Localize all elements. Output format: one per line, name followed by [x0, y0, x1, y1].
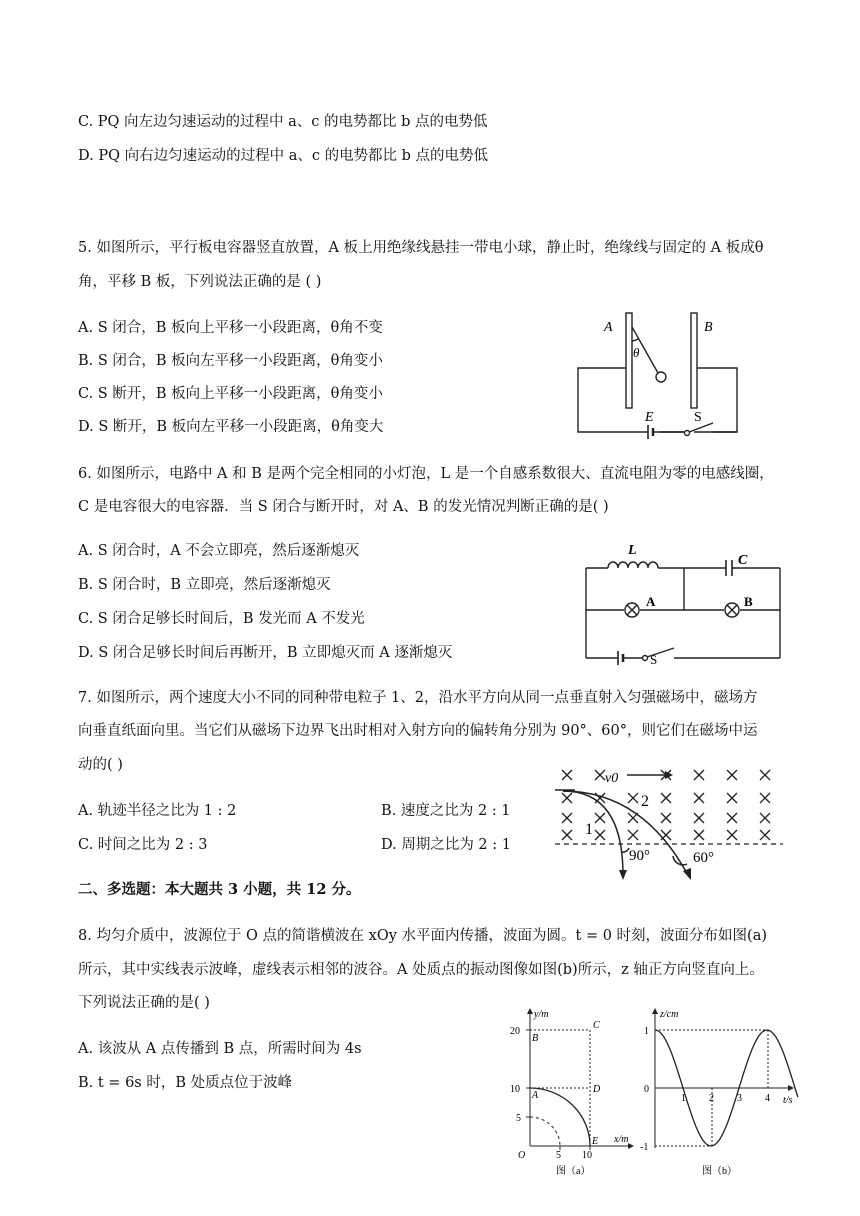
point-e: E — [592, 1136, 599, 1147]
label-particle-2: 2 — [641, 793, 649, 810]
label-inductor: L — [628, 543, 637, 558]
q5-option-a: A. S 闭合，B 板向上平移一小段距离，θ角不变 — [78, 320, 383, 336]
point-d: D — [593, 1084, 601, 1095]
label-capacitor: C — [738, 553, 748, 568]
q8-stem-line3: 下列说法正确的是( ) — [78, 995, 210, 1011]
fig-b-ytick-1: 1 — [644, 1026, 649, 1037]
q7-option-c: C. 时间之比为 2 : 3 — [78, 837, 208, 853]
point-a: A — [532, 1090, 539, 1101]
q5-option-c: C. S 断开，B 板向上平移一小段距离，θ角变小 — [78, 386, 383, 402]
label-theta: θ — [633, 345, 640, 360]
crest-arc — [530, 1088, 590, 1146]
field-x-marks — [562, 770, 770, 840]
switch-pivot — [685, 431, 690, 436]
q6-option-c: C. S 闭合足够长时间后，B 发光而 A 不发光 — [78, 611, 365, 627]
point-c: C — [593, 1020, 600, 1031]
label-angle-60: 60° — [693, 850, 714, 866]
q7-stem-line1: 7. 如图所示，两个速度大小不同的同种带电粒子 1、2，沿水平方向从同一点垂直射入匀强磁场中，磁场方 — [78, 690, 758, 706]
capacitor-circuit-figure — [570, 305, 750, 440]
q5-stem-line2: 角，平移 B 板，下列说法正确的是 ( ) — [78, 274, 322, 290]
fig-a-caption: 图（a） — [556, 1166, 591, 1177]
left-wire — [578, 368, 648, 432]
q6-stem-line1: 6. 如图所示，电路中 A 和 B 是两个完全相同的小灯泡，L 是一个自感系数很大、直流电阻为零的电感线圈， — [78, 466, 774, 482]
q7-option-a: A. 轨迹半径之比为 1 : 2 — [78, 803, 237, 819]
label-lamp-a: A — [646, 594, 656, 609]
q5-stem-line1: 5. 如图所示，平行板电容器竖直放置，A 板上用绝缘线悬挂一带电小球，静止时，绝缘线与固定的 A 板成θ — [78, 240, 764, 256]
q7-option-d: D. 周期之比为 2 : 1 — [381, 837, 511, 853]
q6-option-a: A. S 闭合时，A 不会立即亮，然后逐渐熄灭 — [78, 543, 360, 559]
label-switch: S — [694, 410, 702, 425]
label-v0: v0 — [605, 771, 619, 786]
fig-a-origin: O — [518, 1150, 526, 1161]
fig-b-ytick-neg1: -1 — [640, 1142, 649, 1153]
vibration-graph-figure-b — [640, 1008, 810, 1178]
fig-a-ytick-5: 5 — [516, 1113, 521, 1124]
inductor-coil — [608, 562, 658, 568]
fig-b-xtick-2: 2 — [709, 1093, 714, 1104]
label-angle-90: 90° — [629, 848, 650, 864]
q8-stem-line2: 所示，其中实线表示波峰，虚线表示相邻的波谷。A 处质点的振动图像如图(b)所示，z 轴正方向竖直向上。 — [78, 962, 764, 978]
fig-a-xtick-10: 10 — [582, 1150, 592, 1161]
q6-stem-line2: C 是电容很大的电容器．当 S 闭合与断开时，对 A、B 的发光情况判断正确的是( ) — [78, 499, 609, 515]
fig-b-xtick-1: 1 — [681, 1093, 686, 1104]
theta-arc — [632, 339, 638, 341]
q8-option-a: A. 该波从 A 点传播到 B 点，所需时间为 4s — [78, 1041, 362, 1057]
label-lamp-b: B — [744, 594, 753, 609]
q7-stem-line2: 向垂直纸面向里。当它们从磁场下边界飞出时相对入射方向的偏转角分别为 90°、60°，则它们在磁场中运 — [78, 723, 758, 739]
fig-b-ytick-0: 0 — [644, 1084, 649, 1095]
fig-b-ylabel: z/cm — [660, 1009, 679, 1020]
fig-b-xtick-3: 3 — [737, 1093, 742, 1104]
q5-option-b: B. S 闭合，B 板向左平移一小段距离，θ角变小 — [78, 353, 383, 369]
fig-b-xtick-4: 4 — [765, 1093, 770, 1104]
label-plate-a: A — [604, 320, 613, 335]
fig-a-ylabel: y/m — [534, 1009, 549, 1020]
z-arrow — [652, 1008, 658, 1014]
q7-option-b: B. 速度之比为 2 : 1 — [381, 803, 511, 819]
q8-stem-line1: 8. 均匀介质中，波源位于 O 点的简谐横波在 xOy 水平面内传播，波面为圆。t = 0 时刻，波面分布如图(a) — [78, 928, 768, 944]
plate-a — [626, 313, 632, 408]
p1-arrowhead — [619, 870, 627, 880]
lamp-circuit-figure — [578, 540, 788, 668]
q5-option-d: D. S 断开，B 板向左平移一小段距离，θ角变大 — [78, 419, 384, 435]
fig-a-xlabel: x/m — [614, 1134, 629, 1145]
plate-b — [691, 313, 697, 408]
fig-a-ytick-10: 10 — [510, 1084, 520, 1095]
label-plate-b: B — [704, 320, 713, 335]
wavefront-figure-a — [510, 1008, 642, 1178]
point-b: B — [532, 1033, 539, 1044]
fig-a-ytick-20: 20 — [510, 1026, 520, 1037]
trajectory-2 — [563, 791, 689, 877]
t-arrow — [788, 1085, 794, 1091]
section-multiple-choice-heading: 二、多选题：本大题共 3 小题，共 12 分。 — [78, 881, 361, 898]
switch-pivot-6 — [643, 656, 648, 661]
q4-option-d: D. PQ 向右边匀速运动的过程中 a、c 的电势都比 b 点的电势低 — [78, 148, 489, 164]
fig-b-caption: 图（b） — [702, 1166, 737, 1177]
label-battery: E — [645, 410, 654, 425]
charged-ball — [656, 372, 666, 382]
trough-arc — [530, 1117, 560, 1146]
x-arrow — [628, 1143, 634, 1149]
q7-stem-line3: 动的( ) — [78, 757, 123, 773]
q6-option-d: D. S 闭合足够长时间后再断开，B 立即熄灭而 A 逐渐熄灭 — [78, 645, 453, 661]
magnetic-field-figure — [555, 760, 785, 885]
q6-option-b: B. S 闭合时，B 立即亮，然后逐渐熄灭 — [78, 577, 331, 593]
trajectory-1 — [563, 791, 623, 875]
fig-b-xlabel: t/s — [783, 1095, 793, 1106]
label-switch-6: S — [650, 652, 658, 667]
q8-option-b: B. t = 6s 时，B 处质点位于波峰 — [78, 1075, 293, 1091]
y-arrow — [527, 1008, 533, 1014]
label-particle-1: 1 — [585, 821, 593, 838]
fig-a-xtick-5: 5 — [556, 1150, 561, 1161]
q4-option-c: C. PQ 向左边匀速运动的过程中 a、c 的电势都比 b 点的电势低 — [78, 114, 488, 130]
